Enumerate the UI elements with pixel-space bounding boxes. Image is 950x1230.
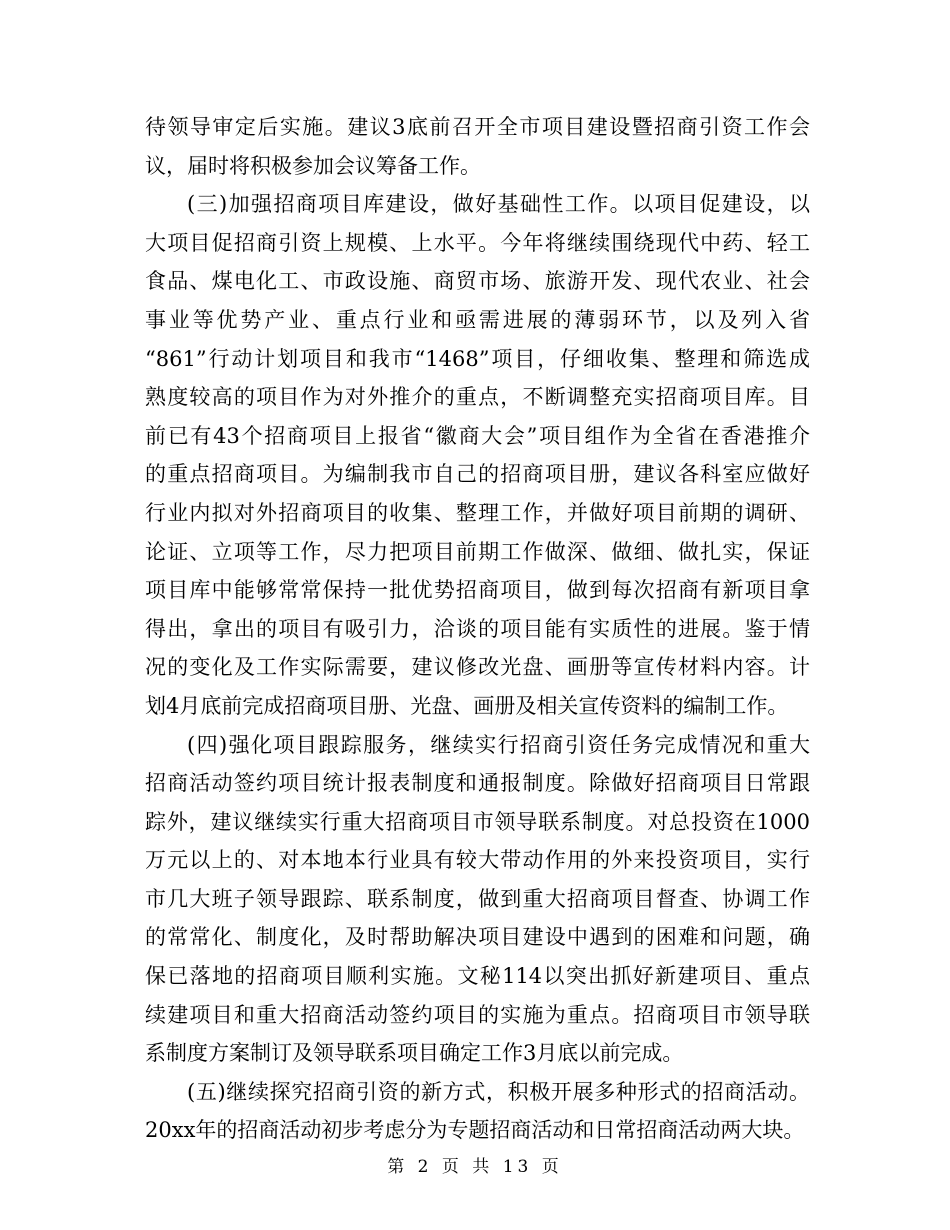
text-line: 20xx年的招商活动初步考虑分为专题招商活动和日常招商活动两大块。 — [145, 1118, 805, 1143]
text-line: 行业内拟对外招商项目的收集、整理工作，并做好项目前期的调研、 — [145, 500, 810, 525]
text-line: 万元以上的、对本地本行业具有较大带动作用的外来投资项目，实行 — [145, 848, 810, 873]
text-line: (四)强化项目跟踪服务，继续实行招商引资任务完成情况和重大 — [187, 732, 810, 757]
text-line: 踪外，建议继续实行重大招商项目市领导联系制度。对总投资在1000 — [145, 809, 810, 834]
text-line: 食品、煤电化工、市政设施、商贸市场、旅游开发、现代农业、社会 — [145, 269, 810, 294]
body-text — [145, 108, 810, 1150]
text-line: 得出，拿出的项目有吸引力，洽谈的项目能有实质性的进展。鉴于情 — [145, 616, 810, 641]
text-line: “861”行动计划项目和我市“1468”项目，仔细收集、整理和筛选成 — [145, 346, 810, 371]
text-line: 市几大班子领导跟踪、联系制度，做到重大招商项目督查、协调工作 — [145, 886, 810, 911]
text-line: 议，届时将积极参加会议筹备工作。 — [145, 153, 481, 178]
text-line: 续建项目和重大招商活动签约项目的实施为重点。招商项目市领导联 — [145, 1002, 810, 1027]
text-line: 划4月底前完成招商项目册、光盘、画册及相关宣传资料的编制工作。 — [145, 693, 789, 718]
text-line: 况的变化及工作实际需要，建议修改光盘、画册等宣传材料内容。计 — [145, 655, 810, 680]
page-footer: 第 2 页 共 13 页 — [387, 1157, 563, 1177]
text-line: (五)继续探究招商引资的新方式，积极开展多种形式的招商活动。 — [187, 1079, 810, 1104]
text-line: 大项目促招商引资上规模、上水平。今年将继续围绕现代中药、轻工 — [145, 230, 810, 255]
text-line: 的重点招商项目。为编制我市自己的招商项目册，建议各科室应做好 — [145, 462, 810, 487]
text-line: 系制度方案制订及领导联系项目确定工作3月底以前完成。 — [145, 1041, 684, 1066]
text-line: 待领导审定后实施。建议3底前召开全市项目建设暨招商引资工作会 — [145, 115, 810, 139]
text-line: 事业等优势产业、重点行业和亟需进展的薄弱环节，以及列入省 — [145, 307, 810, 332]
text-line: 招商活动签约项目统计报表制度和通报制度。除做好招商项目日常跟 — [145, 771, 810, 796]
text-line: 论证、立项等工作，尽力把项目前期工作做深、做细、做扎实，保证 — [145, 539, 810, 564]
text-line: 保已落地的招商项目顺利实施。文秘114以突出抓好新建项目、重点 — [145, 964, 810, 989]
text-line: (三)加强招商项目库建设，做好基础性工作。以项目促建设，以 — [187, 192, 810, 217]
text-line: 项目库中能够常常保持一批优势招商项目，做到每次招商有新项目拿 — [145, 578, 810, 603]
text-line: 熟度较高的项目作为对外推介的重点，不断调整充实招商项目库。目 — [145, 385, 810, 410]
text-line: 前已有43个招商项目上报省“徽商大会”项目组作为全省在香港推介 — [145, 423, 810, 448]
text-line: 的常常化、制度化，及时帮助解决项目建设中遇到的困难和问题，确 — [145, 925, 810, 950]
